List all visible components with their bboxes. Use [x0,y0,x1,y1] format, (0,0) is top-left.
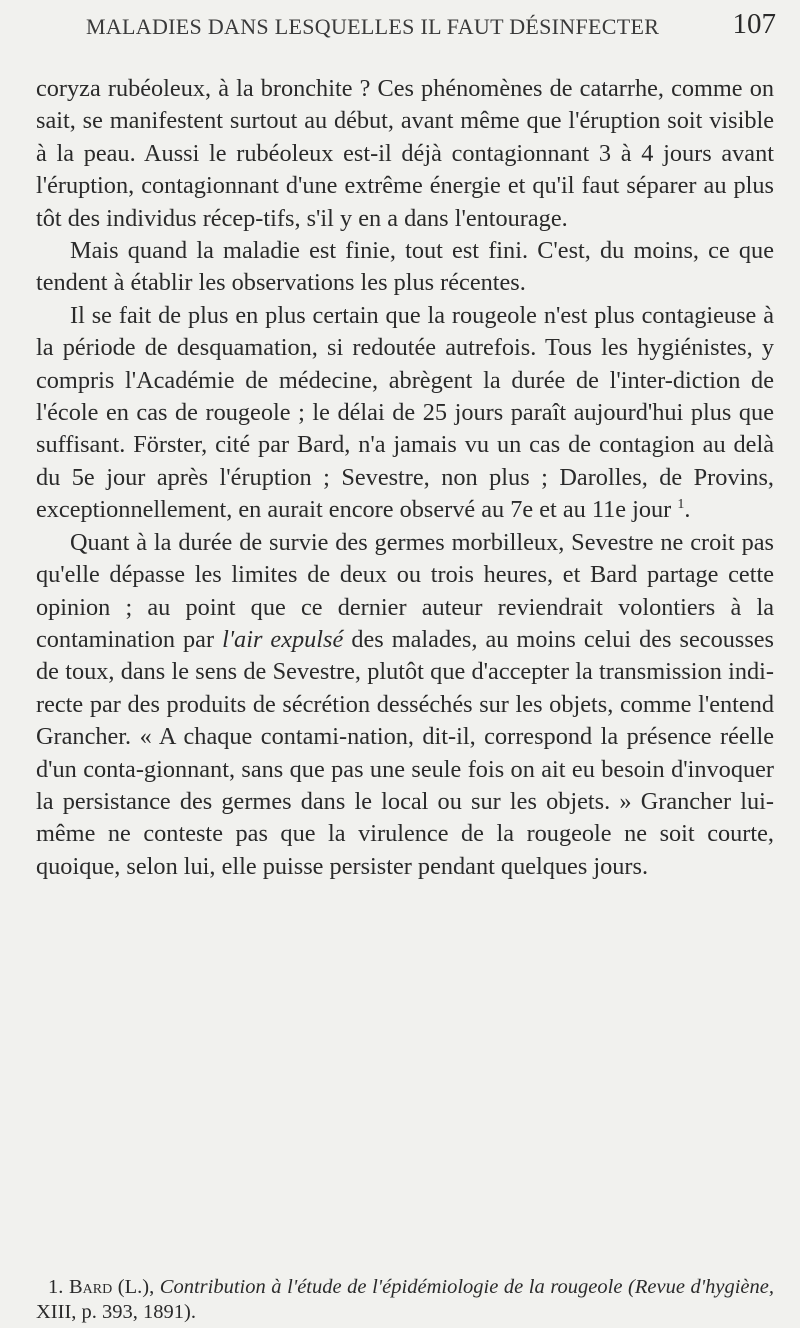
paragraph-2: Mais quand la maladie est finie, tout est fini. C'est, du moins, ce que tendent à établir les observations les plus récentes. [36,237,774,297]
page-header [86,8,780,44]
footnote-source: (Revue d'hygiène, [628,1276,775,1298]
footnote-number: 1. [48,1276,64,1298]
paragraph-3-text: Il se fait de plus en plus certain que la rougeole n'est plus contagieuse à la période de desquamation, si redoutée autrefois. Tous les hygiénistes, y compris l'Académie de médecine, abrègent la durée de l'inter-diction de l'école en cas de rougeole ; le délai de 25 jours paraît aujourd'hui plus que suffisant. Förster, cité par Bard, n'a jamais vu un cas de contagion au delà du 5e jour après l'éruption ; Sevestre, non plus ; Darolles, de Provins, exceptionnellement, en aurait encore observé au 7e et au 11e jour [36,301,774,524]
footnote-reference: 1 [677,497,685,513]
paragraph-3: Il se fait de plus en plus certain que la rougeole n'est plus contagieuse à la période de desquamation, si redoutée autrefois. Tous les hygiénistes, y compris l'Académie de médecine, abrègent la durée de l'inter-diction de l'école en cas de rougeole ; le délai de 25 jours paraît aujourd'hui plus que suffisant. Förster, cité par Bard, n'a jamais vu un cas de contagion au delà du 5e jour après l'éruption ; Sevestre, non plus ; Darolles, de Provins, exceptionnellement, en aurait encore observé au 7e et au 11e jour $^1$. [36,301,774,524]
paragraph-1: coryza rubéoleux, à la bronchite ? Ces phénomènes de catarrhe, comme on sait, se manifestent surtout au début, avant même que l'éruption soit visible à la peau. Aussi le rubéoleux est-il déjà contagionnant 3 à 4 jours avant l'éruption, contagionnant d'une extrême énergie et qu'il faut séparer au plus tôt des individus récep-tifs, s'il y en a dans l'entourage. [36,75,774,232]
running-head: MALADIES DANS LESQUELLES IL FAUT DÉSINFECTER [86,14,660,39]
footnote-author: Bard [68,1276,113,1298]
paragraph-4-text-a: Quant à la durée de survie des germes morbilleux, Sevestre ne croit pas qu'elle dépasse les limites de deux ou trois heures, et Bard partage cette opinion ; au point que ce dernier auteur reviendrait volontiers à la contamination par [36,528,774,653]
footnote-initial: (L.), [117,1276,155,1298]
footnote [36,1275,774,1325]
body-text [36,73,774,883]
paragraph-4 [36,527,774,883]
footnote-details: XIII, p. 393, 1891). [36,1301,196,1323]
page-number: 107 [732,8,776,40]
footnote-title: Contribution à l'étude de l'épidémiologie de la rougeole [159,1276,623,1298]
emphasis-air-expulse: l'air expulsé [222,625,344,653]
paragraph-4-text-b: des malades, au moins celui des secousses de toux, dans le sens de Sevestre, plutôt que d'accepter la transmission indi-recte par des produits de sécrétion desséchés sur les objets, comme l'entend Grancher. « A chaque contami-nation, dit-il, correspond la présence réelle d'un conta-gionnant, sans que pas une seule fois on ait eu besoin d'invoquer la persistance des germes dans le local ou sur les objets. » Grancher lui-même ne conteste pas que la virulence de la rougeole ne soit courte, quoique, selon lui, elle puisse persister pendant quelques jours. [36,625,775,880]
footnote-text [36,1275,774,1325]
